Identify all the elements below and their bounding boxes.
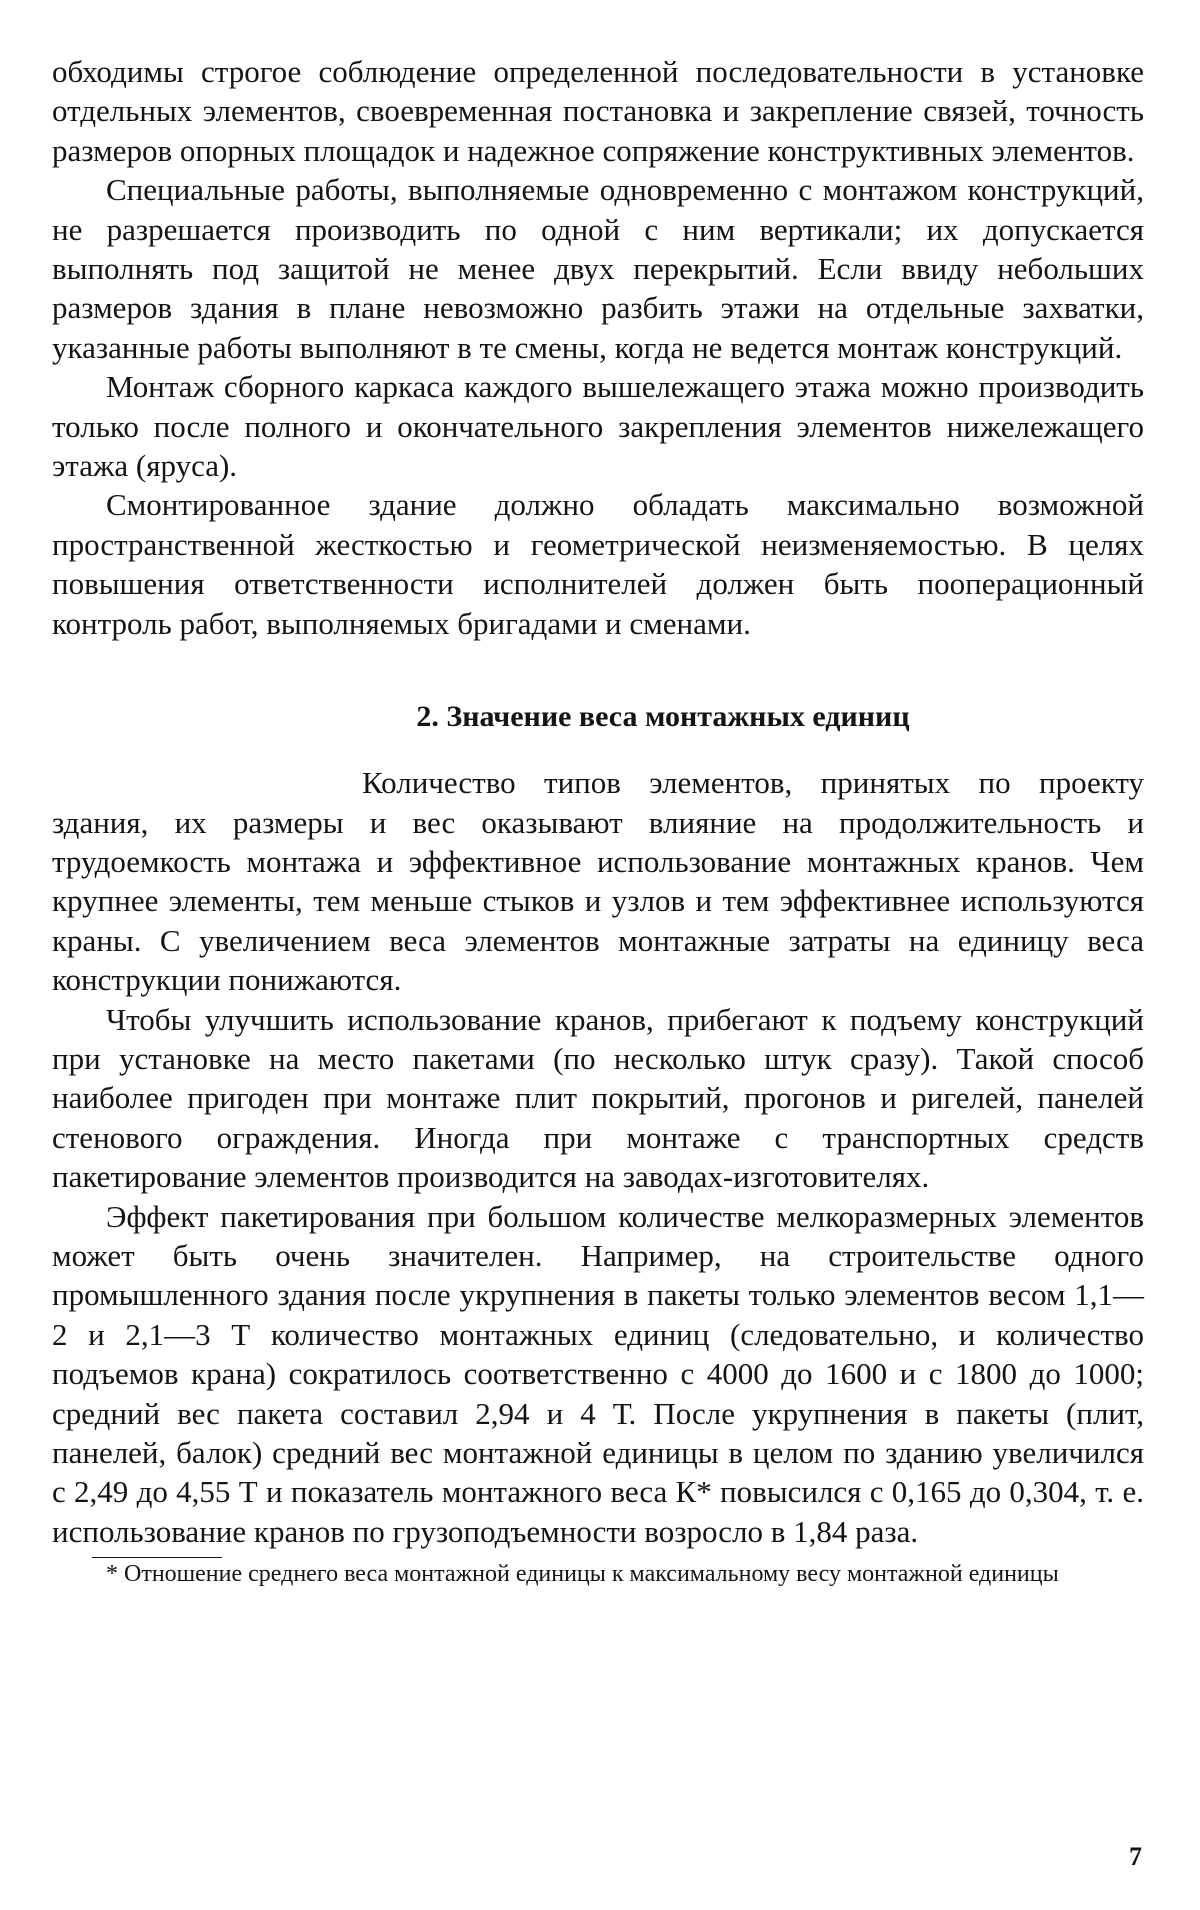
- section-heading: 2. Значение веса монтажных единиц: [416, 700, 910, 734]
- paragraph-packaging-effect: Эффект пакетирования при большом количестве мелкоразмерных элементов может быть очень значителен. Например, на строительстве одного промышленного здания после укрупнения в пакеты только элементов весом 1,1—2 и 2,1—3 Т количество монтажных единиц (следовательно, и количество подъемов крана) сократилось соответственно с 4000 до 1600 и с 1800 до 1000; средний вес пакета составил 2,94 и 4 Т. После укрупнения в пакеты (плит, панелей, балок) средний вес монтажной единицы в целом по зданию увеличился с 2,49 до 4,55 Т и показатель монтажного веса К* повысился с 0,165 до 0,304, т. е. использование кранов по грузоподъемности возросло в 1,84 раза.: [52, 1198, 1144, 1549]
- paragraph-continuation: обходимы строгое соблюдение определенной последовательности в установке отдельных элементов, своевременная постановка и закрепление связей, точность размеров опорных площадок и надежное сопряжение конструктивных элементов.: [52, 54, 1144, 168]
- footnote: * Отношение среднего веса монтажной единицы к максимальному весу монтажной единицы: [106, 1561, 1059, 1588]
- book-page: [52, 52, 1144, 1872]
- page-number: 7: [1129, 1842, 1142, 1871]
- paragraph-frame-assembly: Монтаж сборного каркаса каждого вышележащего этажа можно производить только после полного и окончательного закрепления элементов нижележащего этажа (яруса).: [52, 369, 1144, 484]
- paragraph-rigidity: Смонтированное здание должно обладать максимально возможной пространственной жесткостью и геометрической неизменяемостью. В целях повышения ответственности исполнителей должен быть пооперационный контроль работ, выполняемых бригадами и сменами.: [52, 487, 1144, 641]
- paragraph-packaging: Чтобы улучшить использование кранов, прибегают к подъему конструкций при установке на место пакетами (по несколько штук сразу). Такой способ наиболее пригоден при монтаже плит покрытий, прогонов и ригелей, панелей стенового ограждения. Иногда при монтаже с транспортных средств пакетирование элементов производится на заводах-изготовителях.: [52, 1001, 1144, 1195]
- footnote-divider: [92, 1557, 222, 1558]
- paragraph-special-works: Специальные работы, выполняемые одновременно с монтажом конструкций, не разрешается производить по одной с ним вертикали; их допускается выполнять под защитой не менее двух перекрытий. Если ввиду небольших размеров здания в плане невозможно разбить этажи на отдельные захватки, указанные работы выполняют в те смены, когда не ведется монтаж конструкций.: [52, 172, 1144, 365]
- paragraph-element-types: Количество типов элементов, принятых по проекту здания, их размеры и вес оказывают влияние на продолжительность и трудоемкость монтажа и эффективное использование монтажных кранов. Чем крупнее элементы, тем меньше стыков и узлов и тем эффективнее используются краны. С увеличением веса элементов монтажные затраты на единицу веса конструкции понижаются.: [52, 765, 1144, 998]
